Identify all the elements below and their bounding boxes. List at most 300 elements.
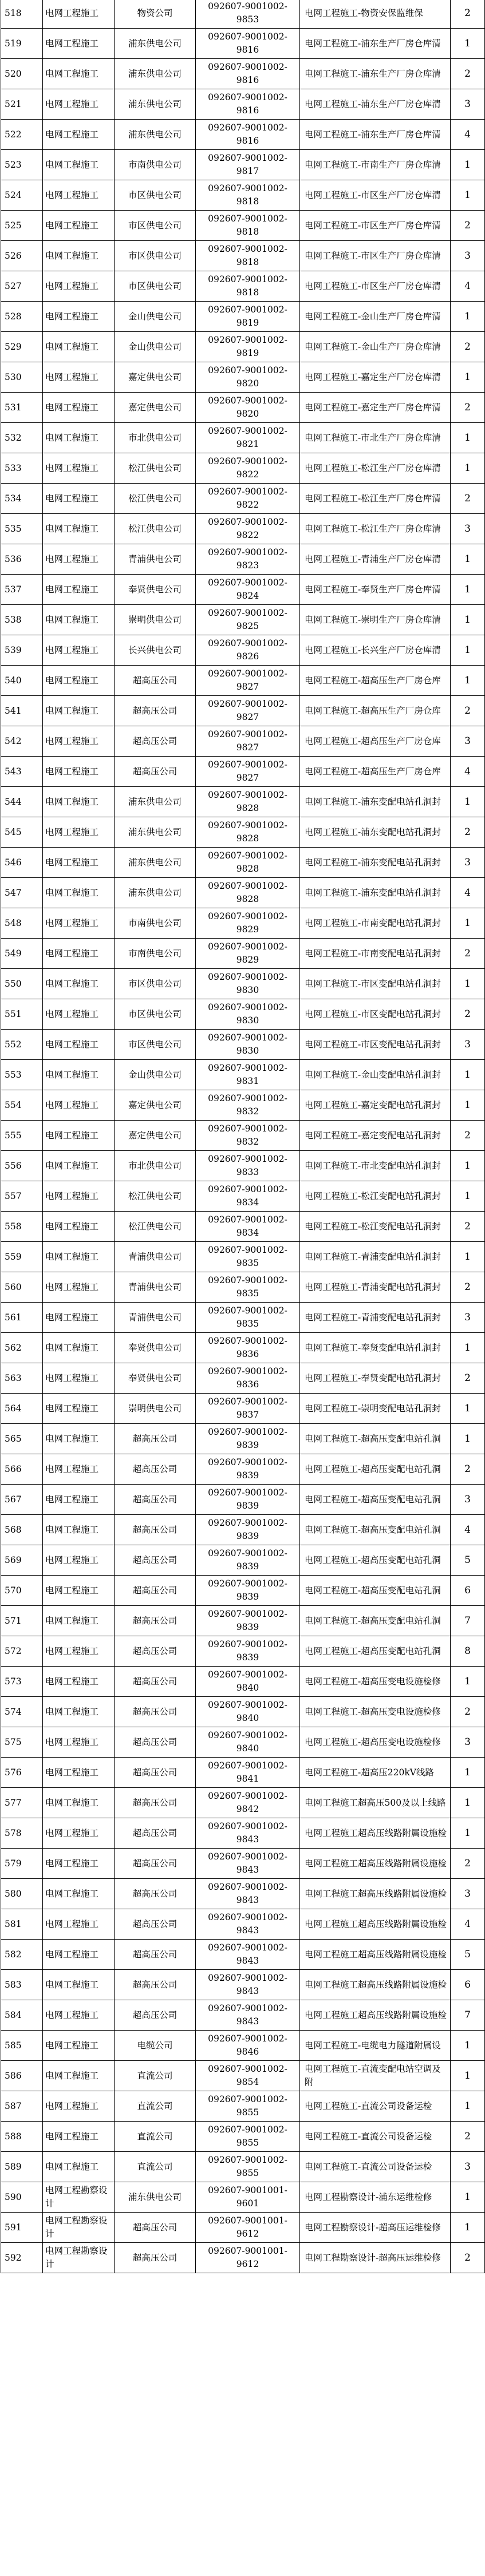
code-cell [196,848,300,878]
project-type-cell-text: 电网工程施工 [45,1888,99,1899]
row-number-cell [1,514,43,544]
code-cell-text: 092607-9001002-9830 [208,972,287,995]
quantity-cell [451,241,485,271]
project-name-cell [300,1424,451,1454]
project-type-cell-text: 电网工程施工 [45,1797,99,1808]
code-cell [196,1121,300,1151]
unit-cell [115,1727,196,1758]
project-type-cell-text: 电网工程施工 [45,432,99,443]
row-number-cell [1,1181,43,1212]
row-number-cell [1,575,43,605]
code-cell-text: 092607-9001002-9817 [208,153,287,176]
row-number-cell [1,2182,43,2213]
table-row [1,2213,485,2243]
project-type-cell-text: 电网工程施工 [45,614,99,625]
code-cell [196,1818,300,1849]
table-row [1,1606,485,1636]
unit-cell [115,817,196,848]
code-cell-text: 092607-9001002-9821 [208,426,287,449]
unit-cell-text: 电缆公司 [137,2040,173,2051]
unit-cell-text: 浦东供电公司 [128,129,182,140]
row-number-cell [1,484,43,514]
code-cell [196,1030,300,1060]
unit-cell [115,2031,196,2061]
row-number-cell-text: 572 [5,1645,22,1656]
row-number-cell [1,1879,43,1909]
unit-cell-text: 浦东供电公司 [128,38,182,49]
quantity-cell [451,726,485,757]
project-type-cell-text: 电网工程施工 [45,1676,99,1687]
project-type-cell [43,1758,115,1788]
quantity-cell-text: 1 [464,796,471,808]
unit-cell [115,1606,196,1636]
quantity-cell [451,1394,485,1424]
unit-cell [115,2091,196,2122]
quantity-cell-text: 2 [464,1857,471,1869]
unit-cell [115,393,196,423]
code-cell [196,1060,300,1090]
project-type-cell [43,120,115,150]
project-type-cell [43,59,115,89]
quantity-cell [451,2122,485,2152]
project-type-cell [43,2061,115,2091]
unit-cell-text: 超高压公司 [132,1676,178,1687]
quantity-cell [451,939,485,969]
quantity-cell-text: 2 [464,1129,471,1141]
row-number-cell-text: 575 [5,1736,22,1747]
row-number-cell-text: 565 [5,1433,22,1444]
table-row [1,2031,485,2061]
table-row [1,605,485,635]
quantity-cell-text: 2 [464,1220,471,1232]
code-cell [196,1454,300,1485]
quantity-cell-text: 4 [464,887,471,899]
project-name-cell [300,969,451,999]
project-name-cell-text: 电网工程施工-崇明生产厂房仓库清 [305,614,441,625]
code-cell [196,1515,300,1545]
quantity-cell [451,362,485,393]
row-number-cell [1,2000,43,2031]
row-number-cell-text: 582 [5,1949,22,1960]
project-name-cell [300,241,451,271]
project-name-cell-text: 电网工程施工-超高压生产厂房仓库 [305,675,441,686]
unit-cell [115,605,196,635]
table-row [1,1030,485,1060]
quantity-cell-text: 2 [464,2130,471,2142]
project-name-cell-text: 电网工程施工超高压线路附属设施检 [305,1979,447,1990]
unit-cell [115,120,196,150]
row-number-cell [1,332,43,362]
code-cell [196,1303,300,1333]
quantity-cell-text: 3 [464,1888,471,1900]
code-cell-text: 092607-9001002-9839 [208,1578,287,1602]
project-type-cell-text: 电网工程施工 [45,1494,99,1505]
code-cell [196,696,300,726]
code-cell [196,1697,300,1727]
project-name-cell [300,1849,451,1879]
quantity-cell-text: 1 [464,917,471,929]
project-type-cell [43,696,115,726]
quantity-cell [451,1121,485,1151]
quantity-cell [451,393,485,423]
project-type-cell [43,1545,115,1576]
project-type-cell-text: 电网工程施工 [45,1190,99,1201]
quantity-cell-text: 2 [464,401,471,413]
project-name-cell-text: 电网工程施工-超高压生产厂房仓库 [305,735,441,746]
row-number-cell-text: 532 [5,432,22,443]
code-cell [196,999,300,1030]
table-row [1,939,485,969]
quantity-cell-text: 3 [464,523,471,535]
quantity-cell [451,1970,485,2000]
project-type-cell [43,180,115,211]
row-number-cell-text: 551 [5,1008,22,1019]
row-number-cell-text: 522 [5,129,22,140]
project-name-cell-text: 电网工程施工-金山生产厂房仓库清 [305,311,441,322]
unit-cell-text: 市南供电公司 [128,917,182,928]
row-number-cell-text: 553 [5,1069,22,1080]
project-type-cell-text: 电网工程施工 [45,978,99,989]
quantity-cell-text: 2 [464,1372,471,1384]
quantity-cell [451,848,485,878]
project-type-cell [43,2182,115,2213]
quantity-cell [451,1849,485,1879]
project-type-cell [43,2000,115,2031]
project-name-cell-text: 电网工程施工超高压线路附属设施检 [305,1918,447,1929]
code-cell-text: 092607-9001002-9830 [208,1002,287,1026]
unit-cell-text: 嘉定供电公司 [128,402,182,413]
project-name-cell-text: 电网工程施工-超高压220kV线路 [305,1767,434,1778]
code-cell-text: 092607-9001002-9841 [208,1760,287,1784]
project-type-cell [43,1272,115,1303]
code-cell-text: 092607-9001002-9816 [208,31,287,55]
row-number-cell [1,29,43,59]
project-type-cell-text: 电网工程施工 [45,735,99,746]
project-type-cell-text: 电网工程施工 [45,1615,99,1626]
project-type-cell-text: 电网工程施工 [45,250,99,261]
row-number-cell [1,635,43,666]
project-name-cell [300,1970,451,2000]
project-type-cell-text: 电网工程施工 [45,796,99,807]
unit-cell [115,1879,196,1909]
quantity-cell [451,1030,485,1060]
code-cell-text: 092607-9001002-9846 [208,2033,287,2057]
code-cell [196,1758,300,1788]
quantity-cell [451,1151,485,1181]
unit-cell-text: 物资公司 [137,7,173,18]
unit-cell-text: 奉贤供电公司 [128,1372,182,1383]
quantity-cell-text: 2 [464,1463,471,1475]
row-number-cell [1,423,43,453]
row-number-cell-text: 536 [5,553,22,564]
unit-cell-text: 市北供电公司 [128,1160,182,1171]
project-name-cell-text: 电网工程施工-松江变配电站孔洞封 [305,1221,441,1232]
quantity-cell [451,2061,485,2091]
project-type-cell-text: 电网工程施工 [45,371,99,382]
table-row [1,1333,485,1363]
code-cell [196,241,300,271]
unit-cell [115,1394,196,1424]
code-cell [196,1242,300,1272]
project-name-cell [300,271,451,302]
table-row [1,969,485,999]
code-cell-text: 092607-9001002-9843 [208,1942,287,1966]
code-cell-text: 092607-9001002-9835 [208,1305,287,1329]
unit-cell [115,1576,196,1606]
unit-cell-text: 松江供电公司 [128,493,182,504]
project-name-cell-text: 电网工程施工-超高压变配电站孔洞 [305,1554,441,1565]
project-name-cell [300,635,451,666]
row-number-cell-text: 548 [5,917,22,928]
unit-cell-text: 超高压公司 [132,1827,178,1838]
unit-cell-text: 超高压公司 [132,1433,178,1444]
project-type-cell [43,666,115,696]
project-name-cell [300,787,451,817]
project-type-cell [43,575,115,605]
quantity-cell [451,878,485,908]
code-cell-text: 092607-9001002-9825 [208,608,287,631]
project-type-cell [43,1515,115,1545]
code-cell [196,1849,300,1879]
row-number-cell [1,787,43,817]
row-number-cell [1,1788,43,1818]
row-number-cell-text: 591 [5,2222,22,2233]
project-type-cell [43,635,115,666]
quantity-cell [451,1667,485,1697]
project-type-cell-text: 电网工程施工 [45,584,99,595]
quantity-cell-text: 7 [464,2009,471,2021]
project-name-cell [300,180,451,211]
quantity-cell-text: 3 [464,1736,471,1748]
project-type-cell-text: 电网工程施工 [45,2070,99,2081]
project-type-cell-text: 电网工程施工 [45,705,99,716]
table-row [1,696,485,726]
table-row [1,302,485,332]
project-name-cell-text: 电网工程施工-浦东生产厂房仓库清 [305,129,441,140]
quantity-cell-text: 3 [464,1311,471,1323]
quantity-cell [451,1181,485,1212]
unit-cell [115,2213,196,2243]
code-cell-text: 092607-9001002-9855 [208,2155,287,2178]
project-name-cell [300,999,451,1030]
row-number-cell [1,2061,43,2091]
code-cell-text: 092607-9001002-9839 [208,1518,287,1541]
project-name-cell-text: 电网工程施工-市南生产厂房仓库清 [305,159,441,170]
unit-cell [115,635,196,666]
code-cell [196,2000,300,2031]
unit-cell-text: 金山供电公司 [128,311,182,322]
quantity-cell [451,787,485,817]
row-number-cell [1,1485,43,1515]
row-number-cell-text: 585 [5,2040,22,2051]
quantity-cell [451,1636,485,1667]
unit-cell-text: 超高压公司 [132,1858,178,1869]
project-type-cell-text: 电网工程施工 [45,220,99,231]
quantity-cell [451,757,485,787]
quantity-cell [451,1879,485,1909]
quantity-cell [451,1697,485,1727]
table-row [1,2000,485,2031]
project-type-cell-text: 电网工程施工 [45,2131,99,2142]
quantity-cell-text: 8 [464,1645,471,1657]
quantity-cell-text: 5 [464,1554,471,1566]
code-cell [196,332,300,362]
table-row [1,2182,485,2213]
project-name-cell-text: 电网工程施工-嘉定生产厂房仓库清 [305,402,441,413]
quantity-cell [451,211,485,241]
quantity-cell-text: 1 [464,1190,471,1202]
row-number-cell [1,1272,43,1303]
project-type-cell [43,999,115,1030]
quantity-cell [451,271,485,302]
project-name-cell-text: 电网工程施工-浦东变配电站孔洞封 [305,826,441,837]
code-cell-text: 092607-9001002-9818 [208,183,287,207]
row-number-cell [1,150,43,180]
project-name-cell [300,1909,451,1940]
quantity-cell [451,1212,485,1242]
code-cell [196,180,300,211]
project-name-cell [300,1727,451,1758]
unit-cell-text: 浦东供电公司 [128,857,182,868]
unit-cell-text: 超高压公司 [132,2252,178,2263]
quantity-cell-text: 1 [464,614,471,626]
quantity-cell [451,423,485,453]
code-cell [196,211,300,241]
row-number-cell-text: 520 [5,68,22,79]
project-type-cell [43,211,115,241]
row-number-cell-text: 564 [5,1403,22,1414]
code-cell [196,635,300,666]
table-row [1,878,485,908]
code-cell-text: 092607-9001002-9818 [208,274,287,298]
project-name-cell-text: 电网工程施工-市北变配电站孔洞封 [305,1160,441,1171]
unit-cell-text: 崇明供电公司 [128,614,182,625]
code-cell [196,1940,300,1970]
code-cell-text: 092607-9001002-9833 [208,1154,287,1177]
quantity-cell-text: 4 [464,128,471,140]
code-cell-text: 092607-9001002-9827 [208,759,287,783]
row-number-cell-text: 530 [5,371,22,382]
project-name-cell [300,423,451,453]
code-cell-text: 092607-9001002-9843 [208,1882,287,1905]
quantity-cell [451,2152,485,2182]
quantity-cell-text: 1 [464,310,471,322]
code-cell-text: 092607-9001002-9839 [208,1457,287,1481]
row-number-cell [1,1303,43,1333]
project-type-cell [43,1788,115,1818]
row-number-cell [1,1576,43,1606]
project-type-cell-text: 电网工程施工 [45,553,99,564]
unit-cell-text: 直流公司 [137,2070,173,2081]
code-cell-text: 092607-9001001-9612 [208,2246,287,2269]
project-name-cell [300,332,451,362]
code-cell-text: 092607-9001002-9822 [208,486,287,510]
project-type-cell [43,362,115,393]
table-row [1,848,485,878]
code-cell-text: 092607-9001002-9828 [208,820,287,844]
row-number-cell [1,1545,43,1576]
code-cell [196,1970,300,2000]
unit-cell [115,1515,196,1545]
unit-cell-text: 青浦供电公司 [128,1281,182,1292]
project-name-cell-text: 电网工程施工-松江生产厂房仓库清 [305,493,441,504]
quantity-cell [451,2243,485,2273]
project-type-cell [43,939,115,969]
quantity-cell-text: 6 [464,1584,471,1596]
project-name-cell [300,908,451,939]
row-number-cell-text: 534 [5,493,22,504]
table-row [1,1060,485,1090]
project-name-cell-text: 电网工程施工-超高压变配电站孔洞 [305,1645,441,1656]
code-cell [196,2182,300,2213]
table-row [1,787,485,817]
project-name-cell [300,1545,451,1576]
quantity-cell-text: 1 [464,432,471,444]
project-type-cell-text: 电网工程施工 [45,38,99,49]
project-name-cell-text: 电网工程施工超高压线路附属设施检 [305,2009,447,2020]
code-cell-text: 092607-9001002-9843 [208,1851,287,1875]
unit-cell-text: 青浦供电公司 [128,1251,182,1262]
row-number-cell-text: 569 [5,1554,22,1565]
project-type-cell [43,1242,115,1272]
code-cell-text: 092607-9001002-9834 [208,1214,287,1238]
project-type-cell-text: 电网工程施工 [45,98,99,109]
row-number-cell [1,59,43,89]
table-row [1,1212,485,1242]
project-type-cell-text: 电网工程施工 [45,1645,99,1656]
code-cell-text: 092607-9001002-9835 [208,1275,287,1299]
unit-cell-text: 市区供电公司 [128,280,182,291]
code-cell [196,29,300,59]
row-number-cell-text: 592 [5,2252,22,2263]
unit-cell [115,726,196,757]
project-type-cell [43,1060,115,1090]
project-type-cell-text: 电网工程勘察设计 [45,2246,108,2269]
row-number-cell [1,1849,43,1879]
quantity-cell [451,1545,485,1576]
quantity-cell [451,514,485,544]
project-type-cell [43,1090,115,1121]
row-number-cell-text: 577 [5,1797,22,1808]
project-name-cell [300,1030,451,1060]
table-row [1,635,485,666]
project-name-cell-text: 电网工程施工-奉贤生产厂房仓库清 [305,584,441,595]
project-type-cell-text: 电网工程施工 [45,341,99,352]
quantity-cell [451,696,485,726]
code-cell [196,1545,300,1576]
project-type-cell [43,1333,115,1363]
project-type-cell [43,1606,115,1636]
code-cell-text: 092607-9001002-9823 [208,547,287,571]
code-cell-text: 092607-9001002-9820 [208,395,287,419]
project-name-cell-text: 电网工程施工超高压线路附属设施检 [305,1949,447,1960]
project-type-cell-text: 电网工程施工 [45,948,99,959]
project-name-cell-text: 电网工程施工-直流公司设备运检 [305,2161,432,2172]
quantity-cell [451,484,485,514]
code-cell-text: 092607-9001002-9818 [208,244,287,267]
project-name-cell [300,393,451,423]
code-cell-text: 092607-9001001-9612 [208,2215,287,2239]
unit-cell-text: 超高压公司 [132,1494,178,1505]
row-number-cell [1,757,43,787]
table-row [1,1303,485,1333]
unit-cell-text: 市南供电公司 [128,948,182,959]
unit-cell [115,2000,196,2031]
project-type-cell-text: 电网工程施工 [45,159,99,170]
project-type-cell [43,817,115,848]
project-name-cell-text: 电网工程施工-嘉定生产厂房仓库清 [305,371,441,382]
project-type-cell [43,1636,115,1667]
